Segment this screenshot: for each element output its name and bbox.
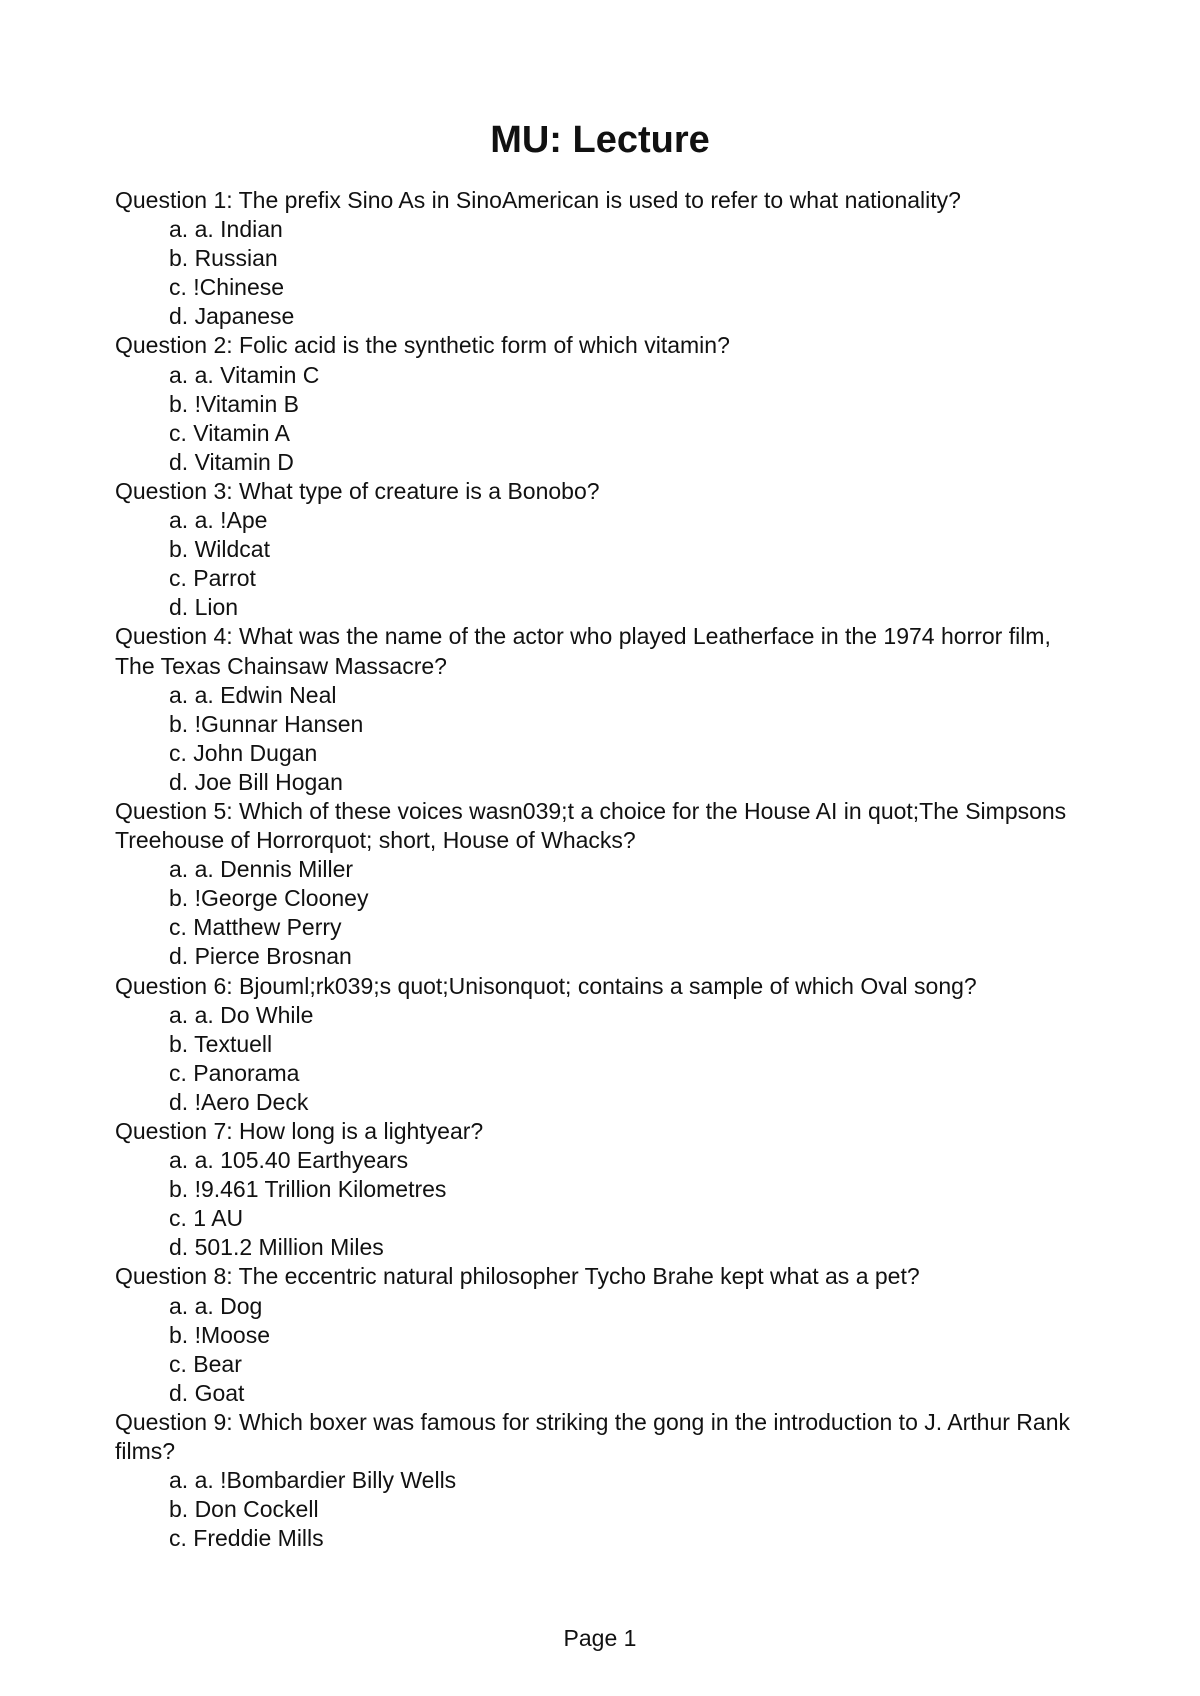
answer-option: b. Textuell (169, 1030, 273, 1057)
answer-option: c. Vitamin A (169, 419, 291, 446)
answer-options (115, 506, 1075, 622)
answer-option: c. John Dugan (169, 739, 318, 766)
answer-option: a. a. Indian (169, 216, 283, 243)
answer-option: c. Bear (169, 1350, 242, 1377)
question-text: Question 8: The eccentric natural philosopher Tycho Brahe kept what as a pet? (115, 1263, 920, 1290)
question-7 (115, 1117, 1075, 1262)
question-text: Question 9: Which boxer was famous for striking the gong in the introduction to J. Arthur Rank films? (115, 1408, 1070, 1465)
answer-options (115, 1001, 1075, 1117)
question-8 (115, 1262, 1075, 1407)
answer-option: a. a. Dog (169, 1292, 263, 1319)
question-text: Question 1: The prefix Sino As in SinoAmerican is used to refer to what nationality? (115, 187, 961, 213)
answer-option: a. a. Edwin Neal (169, 681, 337, 708)
question-list (115, 186, 1075, 1553)
answer-option: c. Freddie Mills (169, 1525, 324, 1552)
question-4 (115, 622, 1075, 797)
answer-options (115, 681, 1075, 797)
answer-option: b. !Gunnar Hansen (169, 710, 364, 737)
answer-option: d. !Aero Deck (169, 1088, 309, 1115)
answer-option: c. Panorama (169, 1059, 300, 1086)
answer-option: d. Lion (169, 594, 239, 621)
answer-option: b. Wildcat (169, 536, 270, 563)
answer-option: b. !George Clooney (169, 885, 369, 912)
answer-option: a. a. !Ape (169, 507, 268, 534)
answer-option: c. 1 AU (169, 1205, 244, 1232)
answer-options (115, 1466, 1075, 1553)
question-2 (115, 331, 1075, 476)
answer-options (115, 1292, 1075, 1408)
answer-options (115, 361, 1075, 477)
question-text: Question 7: How long is a lightyear? (115, 1118, 484, 1144)
answer-options (115, 215, 1075, 331)
question-1 (115, 186, 1075, 331)
answer-option: d. 501.2 Million Miles (169, 1234, 384, 1261)
answer-option: d. Pierce Brosnan (169, 943, 352, 970)
answer-options (115, 855, 1075, 971)
answer-option: d. Goat (169, 1379, 245, 1406)
question-text: Question 4: What was the name of the actor who played Leatherface in the 1974 horror film, The Texas Chainsaw Massacre? (115, 623, 1051, 679)
answer-option: c. Matthew Perry (169, 914, 342, 941)
question-text: Question 5: Which of these voices wasn039;t a choice for the House AI in quot;The Simpsons Treehouse of Horrorquot; short, House of Whacks? (115, 797, 1067, 854)
answer-option: b. !Vitamin B (169, 390, 299, 417)
answer-option: b. !9.461 Trillion Kilometres (169, 1176, 447, 1203)
question-text: Question 6: Bjouml;rk039;s quot;Unisonquot; contains a sample of which Oval song? (115, 972, 977, 999)
answer-option: c. Parrot (169, 565, 256, 592)
answer-options (115, 1146, 1075, 1262)
answer-option: d. Japanese (169, 303, 295, 330)
answer-option: d. Vitamin D (169, 448, 294, 475)
page-number: Page 1 (563, 1625, 637, 1651)
answer-option: d. Joe Bill Hogan (169, 768, 343, 795)
answer-option: a. a. Dennis Miller (169, 856, 354, 883)
answer-option: a. a. Vitamin C (169, 361, 320, 388)
question-6 (115, 972, 1075, 1117)
answer-option: b. Don Cockell (169, 1496, 319, 1523)
question-3 (115, 477, 1075, 622)
question-5 (115, 797, 1075, 972)
answer-option: b. !Moose (169, 1321, 270, 1348)
question-text: Question 2: Folic acid is the synthetic form of which vitamin? (115, 332, 730, 359)
question-text: Question 3: What type of creature is a Bonobo? (115, 477, 600, 504)
answer-option: c. !Chinese (169, 274, 285, 301)
answer-option: a. a. Do While (169, 1001, 314, 1028)
page-title: MU: Lecture (490, 119, 710, 161)
answer-option: a. a. 105.40 Earthyears (169, 1147, 409, 1174)
question-9 (115, 1408, 1075, 1553)
answer-option: b. Russian (169, 245, 278, 272)
answer-option: a. a. !Bombardier Billy Wells (169, 1467, 457, 1494)
